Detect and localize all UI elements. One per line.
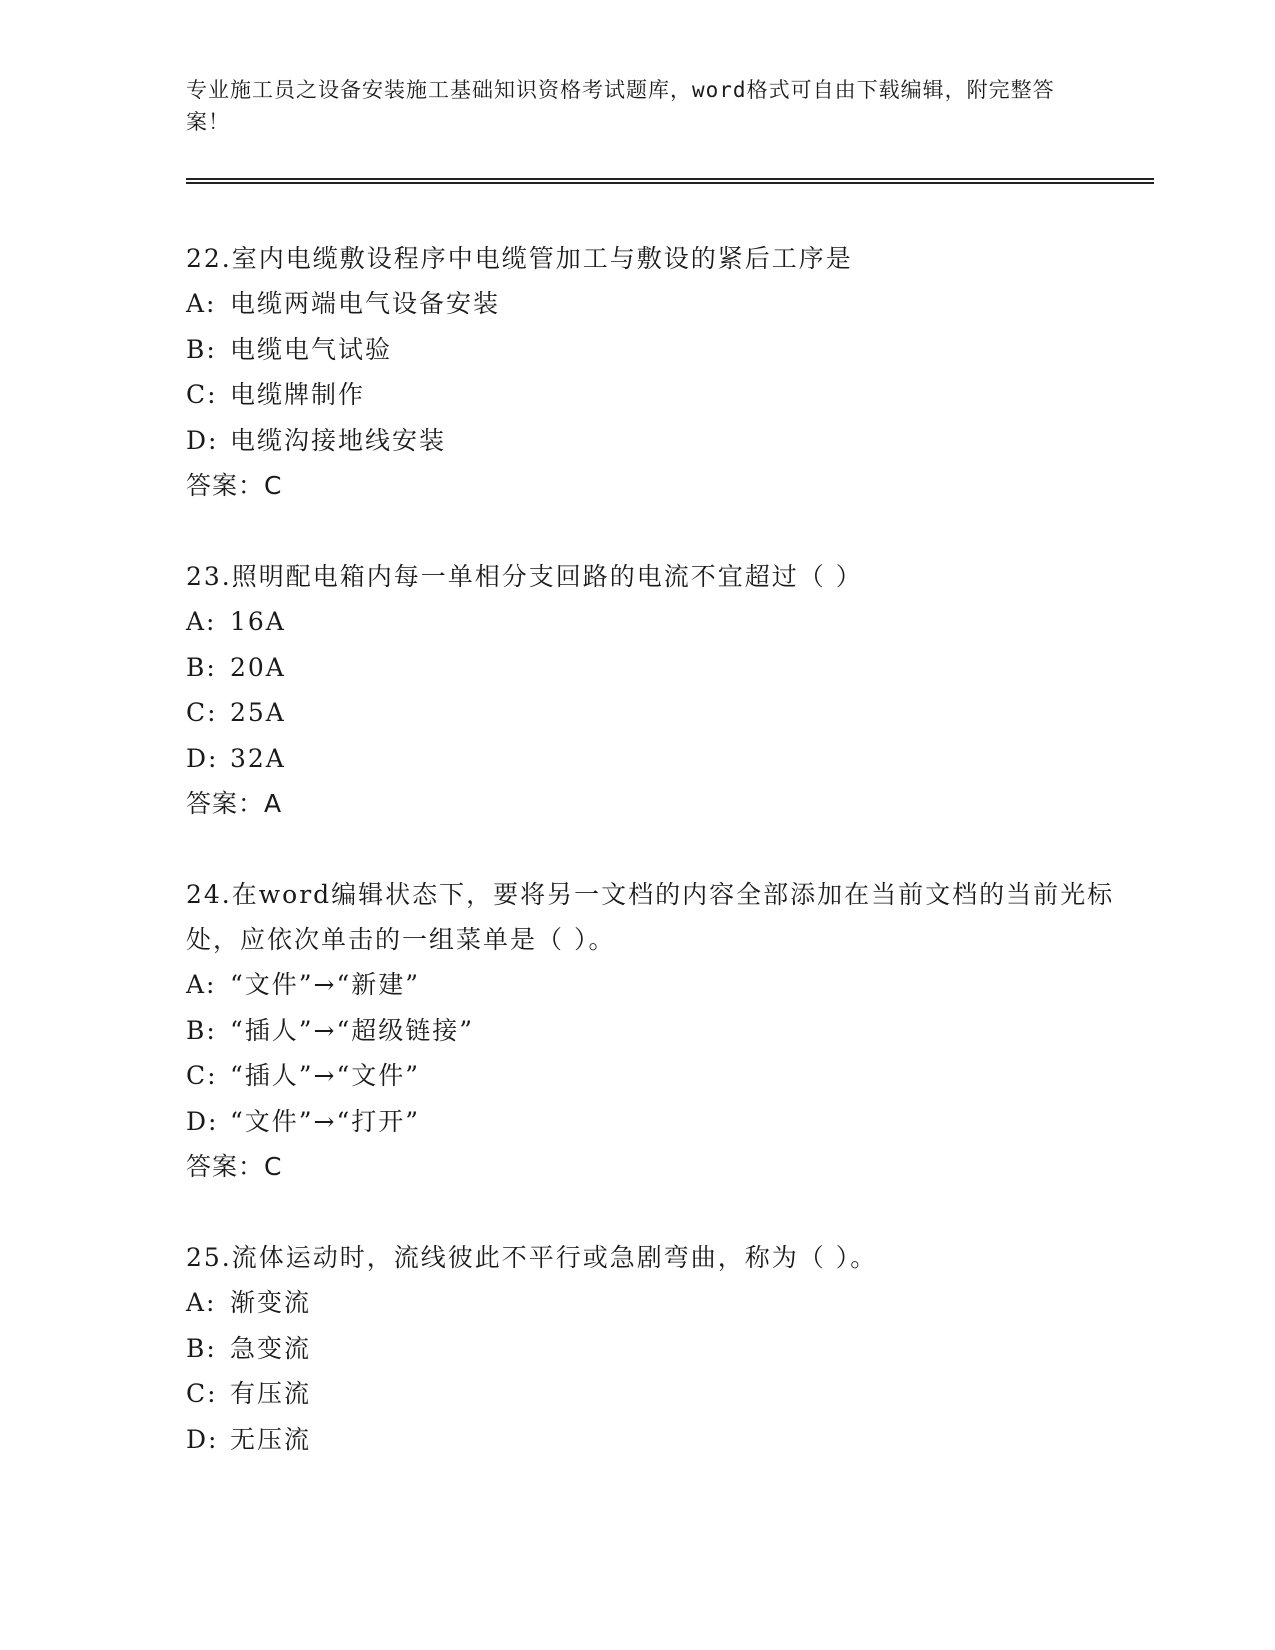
option-c — [186, 1371, 1154, 1417]
answer-line: 答案：A — [186, 789, 283, 818]
option-key: A: — [186, 970, 217, 999]
question-25 — [186, 1235, 1154, 1462]
option-c — [186, 690, 1154, 736]
question-24 — [186, 872, 1154, 1189]
question-list — [186, 236, 1154, 1508]
option-text: 电缆沟接地线安装 — [230, 425, 447, 455]
option-a — [186, 1280, 1154, 1326]
option-text: “文件”→“打开” — [230, 1106, 421, 1136]
option-key: C: — [186, 1379, 218, 1408]
option-text: 无压流 — [230, 1424, 312, 1454]
document-header: 专业施工员之设备安装施工基础知识资格考试题库，word格式可自由下载编辑，附完整答案！ — [186, 78, 1055, 134]
question-22 — [186, 236, 1154, 508]
option-key: A: — [186, 289, 217, 318]
option-a — [186, 281, 1154, 327]
option-d — [186, 1417, 1154, 1463]
option-text: “插人”→“超级链接” — [230, 1015, 475, 1045]
option-key: D: — [186, 1424, 219, 1454]
option-d — [186, 736, 1154, 782]
header-double-rule — [186, 178, 1154, 184]
option-a — [186, 599, 1154, 645]
answer-line: 答案：C — [186, 471, 283, 500]
option-text: 20A — [230, 652, 286, 682]
option-text: 25A — [230, 698, 286, 727]
question-stem: 22.室内电缆敷设程序中电缆管加工与敷设的紧后工序是 — [186, 244, 853, 273]
option-text: 32A — [230, 743, 286, 773]
question-23 — [186, 554, 1154, 826]
option-text: 有压流 — [230, 1379, 312, 1408]
option-a — [186, 962, 1154, 1008]
option-key: C: — [186, 380, 218, 409]
option-d — [186, 1099, 1154, 1145]
option-key: A: — [186, 607, 217, 636]
option-key: B: — [186, 652, 217, 682]
answer-line: 答案：C — [186, 1152, 283, 1181]
option-key: A: — [186, 1288, 217, 1317]
option-text: 电缆电气试验 — [230, 334, 393, 364]
question-stem: 25.流体运动时，流线彼此不平行或急剧弯曲，称为（ ）。 — [186, 1243, 878, 1272]
option-key: C: — [186, 698, 218, 727]
option-c — [186, 372, 1154, 418]
option-key: B: — [186, 1015, 217, 1045]
option-key: D: — [186, 743, 219, 773]
option-key: D: — [186, 425, 219, 455]
option-key: B: — [186, 1333, 217, 1363]
option-b — [186, 327, 1154, 373]
option-text: 电缆牌制作 — [230, 380, 366, 409]
option-c — [186, 1053, 1154, 1099]
option-key: C: — [186, 1061, 218, 1090]
question-stem: 24.在word编辑状态下，要将另一文档的内容全部添加在当前文档的当前光标处，应依次单击的一组菜单是（ ）。 — [186, 880, 1115, 954]
option-text: 急变流 — [230, 1333, 312, 1363]
option-text: “文件”→“新建” — [230, 970, 421, 999]
option-text: 电缆两端电气设备安装 — [230, 289, 501, 318]
option-text: “插人”→“文件” — [230, 1061, 421, 1090]
option-text: 16A — [230, 607, 286, 636]
question-stem: 23.照明配电箱内每一单相分支回路的电流不宜超过（ ） — [186, 562, 863, 591]
option-text: 渐变流 — [230, 1288, 312, 1317]
option-key: B: — [186, 334, 217, 364]
option-b — [186, 1008, 1154, 1054]
option-d — [186, 418, 1154, 464]
option-b — [186, 1326, 1154, 1372]
option-b — [186, 645, 1154, 691]
option-key: D: — [186, 1106, 219, 1136]
